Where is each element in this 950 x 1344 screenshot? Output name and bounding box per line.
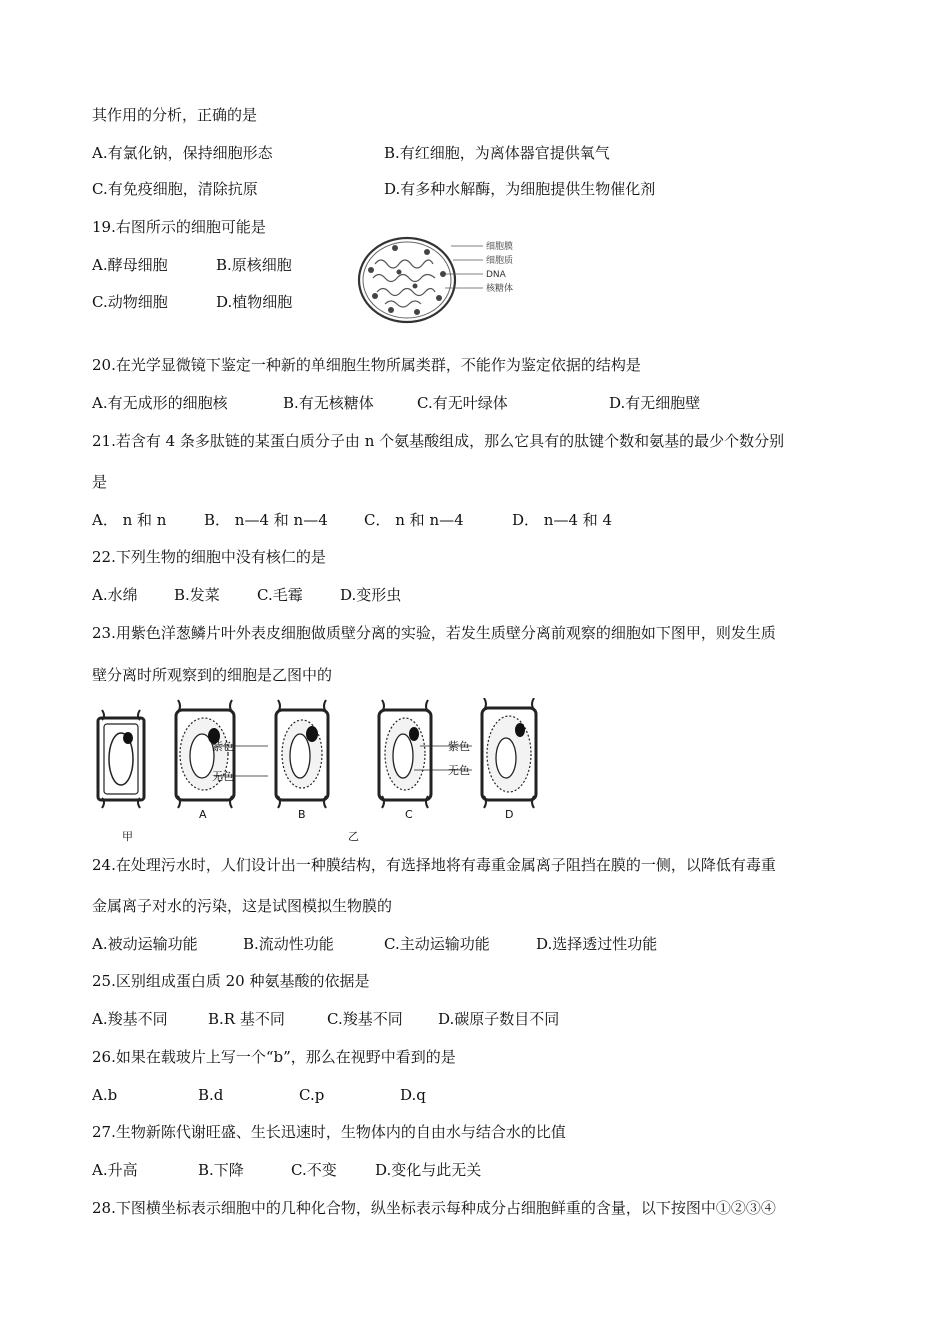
- option-c: C.p: [299, 1086, 325, 1104]
- question-24-cont: 金属离子对水的污染，这是试图模拟生物膜的: [92, 897, 393, 915]
- option-d: D.选择透过性功能: [536, 935, 658, 953]
- label-c: C: [405, 808, 413, 821]
- option-d: D.有多种水解酶，为细胞提供生物催化剂: [384, 180, 656, 198]
- option-b: B.下降: [198, 1161, 244, 1179]
- option-a: A.b: [92, 1086, 118, 1104]
- cell-d: [482, 698, 536, 821]
- option-b: B.有红细胞，为离体器官提供氧气: [384, 144, 610, 162]
- label-yi: 乙: [348, 830, 359, 843]
- question-27: 27.生物新陈代谢旺盛、生长迅速时，生物体内的自由水与结合水的比值: [92, 1123, 566, 1141]
- option-a: A.有无成形的细胞核: [92, 394, 228, 412]
- label-a: A: [199, 808, 207, 821]
- option-a: A.羧基不同: [92, 1010, 168, 1028]
- option-d: D.变化与此无关: [375, 1161, 482, 1179]
- label-jia: 甲: [122, 830, 133, 843]
- question-23: 23.用紫色洋葱鳞片叶外表皮细胞做质壁分离的实验，若发生质壁分离前观察的细胞如下图甲，则发生质: [92, 624, 776, 642]
- text-line: 其作用的分析，正确的是: [92, 106, 258, 124]
- label-dna: DNA: [486, 270, 506, 280]
- cell-a: [176, 700, 234, 821]
- cell-jia: [98, 710, 144, 808]
- label-colorless: 无色: [212, 770, 234, 783]
- label-ribosome: 核糖体: [486, 284, 514, 294]
- option-c: C． n 和 n—4: [364, 511, 464, 529]
- option-b: B.R 基不同: [208, 1010, 285, 1028]
- question-24: 24.在处理污水时，人们设计出一种膜结构，有选择地将有毒重金属离子阻挡在膜的一侧，以降低有毒重: [92, 856, 776, 874]
- label-d: D: [505, 808, 514, 821]
- cell-c: [379, 700, 431, 821]
- option-a: A.水绵: [92, 586, 138, 604]
- label-colorless: 无色: [448, 764, 470, 777]
- option-d: D.有无细胞壁: [609, 394, 701, 412]
- question-26: 26.如果在载玻片上写一个“b”，那么在视野中看到的是: [92, 1048, 456, 1066]
- option-b: B.发菜: [174, 586, 220, 604]
- prokaryote-cell-figure: [355, 234, 535, 326]
- option-c: C.有无叶绿体: [417, 394, 508, 412]
- option-a: A.被动运输功能: [92, 935, 198, 953]
- question-25: 25.区别组成蛋白质 20 种氨基酸的依据是: [92, 972, 370, 990]
- option-a: A． n 和 n: [92, 511, 167, 529]
- plasmolysis-figure: [92, 698, 552, 844]
- option-a: A.酵母细胞: [92, 256, 168, 274]
- question-19: 19.右图所示的细胞可能是: [92, 218, 266, 236]
- option-c: C.主动运输功能: [384, 935, 490, 953]
- label-cell-membrane: 细胞膜: [486, 242, 514, 252]
- option-b: B.原核细胞: [216, 256, 292, 274]
- question-22: 22.下列生物的细胞中没有核仁的是: [92, 548, 326, 566]
- question-20: 20.在光学显微镜下鉴定一种新的单细胞生物所属类群，不能作为鉴定依据的结构是: [92, 356, 641, 374]
- option-b: B.流动性功能: [243, 935, 334, 953]
- question-23-cont: 壁分离时所观察到的细胞是乙图中的: [92, 666, 333, 684]
- option-d: D． n—4 和 4: [512, 511, 613, 529]
- option-c: C.动物细胞: [92, 293, 168, 311]
- option-a: A.有氯化钠，保持细胞形态: [92, 144, 273, 162]
- option-a: A.升高: [92, 1161, 138, 1179]
- option-d: D.变形虫: [340, 586, 402, 604]
- option-c: C.毛霉: [257, 586, 303, 604]
- question-21-cont: 是: [92, 473, 108, 491]
- question-28: 28.下图横坐标表示细胞中的几种化合物，纵坐标表示每种成分占细胞鲜重的含量，以下按图中①②③④: [92, 1199, 776, 1217]
- option-d: D.q: [400, 1086, 426, 1104]
- option-d: D.植物细胞: [216, 293, 293, 311]
- label-cytoplasm: 细胞质: [486, 256, 514, 266]
- question-21: 21.若含有 4 条多肽链的某蛋白质分子由 n 个氨基酸组成，那么它具有的肽键个数和氨基的最少个数分别: [92, 432, 785, 450]
- label-b: B: [298, 808, 306, 821]
- option-c: C.不变: [291, 1161, 337, 1179]
- label-purple: 紫色: [212, 740, 234, 753]
- label-purple: 紫色: [448, 740, 470, 753]
- option-c: C.有免疫细胞，清除抗原: [92, 180, 258, 198]
- option-c: C.羧基不同: [327, 1010, 403, 1028]
- option-d: D.碳原子数目不同: [438, 1010, 560, 1028]
- option-b: B.d: [198, 1086, 224, 1104]
- option-b: B． n—4 和 n—4: [204, 511, 328, 529]
- cell-b: [276, 700, 328, 821]
- option-b: B.有无核糖体: [283, 394, 374, 412]
